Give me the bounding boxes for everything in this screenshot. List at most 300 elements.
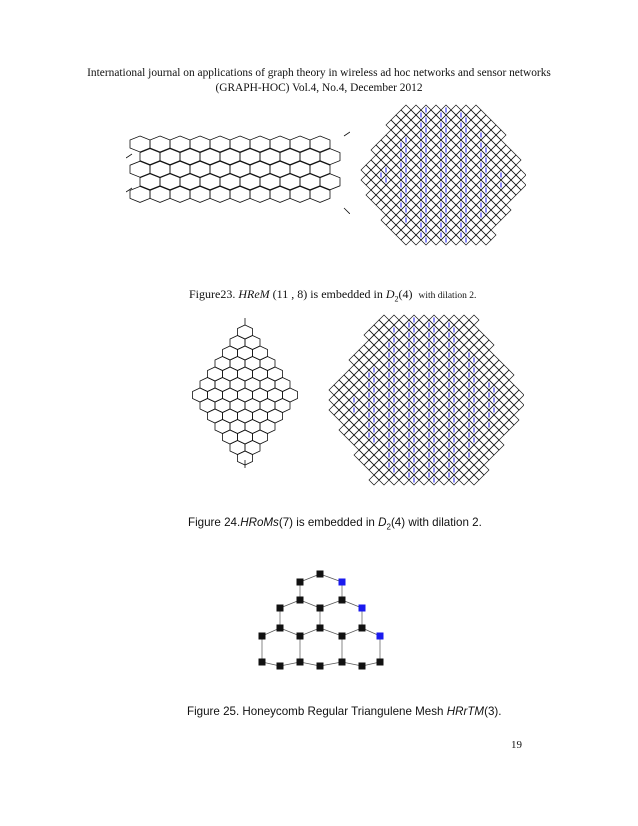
diamond-cell (411, 205, 421, 215)
diamond-cell (359, 375, 369, 385)
diamond-cell (386, 210, 396, 220)
diamond-cell (359, 455, 369, 465)
diamond-cell (439, 375, 449, 385)
diamond-cell (381, 185, 391, 195)
diamond-cell (386, 160, 396, 170)
diamond-cell (426, 170, 436, 180)
diamond-cell (446, 110, 456, 120)
diamond-cell (344, 370, 354, 380)
diamond-cell (499, 405, 509, 415)
diamond-cell (426, 140, 436, 150)
diamond-cell (384, 330, 394, 340)
diamond-cell (506, 160, 516, 170)
diamond-cell (494, 420, 504, 430)
diamond-cell (494, 430, 504, 440)
mesh-node (277, 663, 284, 670)
diamond-cell (419, 385, 429, 395)
diamond-cell (454, 390, 464, 400)
diamond-cell (386, 140, 396, 150)
diamond-cell (479, 445, 489, 455)
diamond-cell (359, 385, 369, 395)
diamond-cell (494, 380, 504, 390)
diamond-cell (454, 430, 464, 440)
diamond-cell (454, 340, 464, 350)
diamond-cell (494, 370, 504, 380)
mesh-node (359, 663, 366, 670)
diamond-cell (371, 145, 381, 155)
diamond-cell (451, 215, 461, 225)
diamond-cell (439, 325, 449, 335)
diamond-cell (414, 420, 424, 430)
diamond-cell (494, 400, 504, 410)
diamond-cell (499, 375, 509, 385)
mesh-node (359, 625, 366, 632)
diamond-cell (496, 130, 506, 140)
diamond-cell (446, 230, 456, 240)
diamond-cell (464, 470, 474, 480)
diamond-cell (459, 395, 469, 405)
diamond-cell (419, 475, 429, 485)
diamond-cell (471, 195, 481, 205)
diamond-cell (391, 195, 401, 205)
diamond-cell (481, 215, 491, 225)
diamond-cell (431, 205, 441, 215)
diamond-cell (354, 360, 364, 370)
diamond-cell (399, 435, 409, 445)
diamond-cell (389, 315, 399, 325)
diamond-cell (359, 365, 369, 375)
hexagon-cell (190, 186, 210, 202)
diamond-cell (451, 115, 461, 125)
diamond-cell (431, 165, 441, 175)
diamond-cell (481, 125, 491, 135)
mesh-node (259, 633, 266, 640)
diamond-cell (439, 385, 449, 395)
diamond-cell (411, 155, 421, 165)
diamond-cell (506, 190, 516, 200)
diamond-cell (479, 335, 489, 345)
diamond-cell (486, 140, 496, 150)
diamond-cell (474, 470, 484, 480)
diamond-cell (466, 180, 476, 190)
diamond-cell (431, 145, 441, 155)
diamond-cell (414, 380, 424, 390)
highlighted-node (377, 633, 384, 640)
diamond-cell (419, 445, 429, 455)
diamond-cell (471, 135, 481, 145)
figure24-caption: Figure 24.HRoMs(7) is embedded in $D_2(4)$ with dilation 2. (188, 516, 482, 532)
diamond-cell (471, 215, 481, 225)
diamond-cell (511, 155, 521, 165)
diamond-cell (474, 400, 484, 410)
diamond-cell (426, 200, 436, 210)
diamond-cell (344, 400, 354, 410)
diamond-cell (446, 190, 456, 200)
diamond-cell (511, 175, 521, 185)
diamond-cell (344, 430, 354, 440)
diamond-cell (506, 170, 516, 180)
diamond-cell (414, 460, 424, 470)
diamond-cell (459, 425, 469, 435)
diamond-cell (394, 420, 404, 430)
diamond-cell (374, 390, 384, 400)
diamond-cell (446, 200, 456, 210)
diamond-cell (426, 110, 436, 120)
diamond-cell (396, 230, 406, 240)
diamond-cell (374, 330, 384, 340)
diamond-cell (344, 390, 354, 400)
graph-name: HReM (238, 287, 270, 301)
diamond-cell (391, 145, 401, 155)
diamond-cell (394, 350, 404, 360)
diamond-cell (419, 395, 429, 405)
diamond-cell (399, 375, 409, 385)
diamond-cell (464, 330, 474, 340)
diamond-cell (439, 455, 449, 465)
diamond-cell (454, 400, 464, 410)
page-number: 19 (511, 739, 522, 751)
fig23-diamond-network-embedding (360, 104, 526, 250)
diamond-cell (471, 205, 481, 215)
diamond-cell (501, 145, 511, 155)
diamond-cell (466, 160, 476, 170)
diamond-cell (496, 160, 506, 170)
diamond-cell (406, 150, 416, 160)
diamond-cell (484, 370, 494, 380)
diamond-cell (469, 465, 479, 475)
diamond-cell (374, 440, 384, 450)
diamond-cell (479, 375, 489, 385)
diamond-cell (454, 350, 464, 360)
diamond-cell (369, 475, 379, 485)
diamond-cell (394, 390, 404, 400)
diamond-cell (406, 170, 416, 180)
diamond-cell (474, 410, 484, 420)
diamond-cell (486, 120, 496, 130)
diamond-cell (394, 460, 404, 470)
diamond-cell (491, 165, 501, 175)
diamond-cell (394, 450, 404, 460)
diamond-cell (466, 140, 476, 150)
diamond-cell (426, 130, 436, 140)
diamond-cell (419, 465, 429, 475)
diamond-cell (474, 420, 484, 430)
diamond-cell (434, 360, 444, 370)
diamond-cell (504, 370, 514, 380)
diamond-cell (414, 440, 424, 450)
diamond-cell (451, 155, 461, 165)
diamond-cell (399, 395, 409, 405)
diamond-cell (399, 315, 409, 325)
diamond-cell (496, 140, 506, 150)
diamond-cell (369, 455, 379, 465)
diamond-cell (439, 475, 449, 485)
diamond-cell (501, 175, 511, 185)
diamond-cell (479, 415, 489, 425)
diamond-cell (394, 370, 404, 380)
diamond-cell (419, 375, 429, 385)
diamond-cell (434, 350, 444, 360)
diamond-cell (354, 390, 364, 400)
diamond-cell (419, 315, 429, 325)
diamond-cell (411, 105, 421, 115)
mesh-node (317, 605, 324, 612)
diamond-cell (406, 220, 416, 230)
diamond-cell (501, 155, 511, 165)
diamond-cell (364, 460, 374, 470)
diamond-cell (474, 350, 484, 360)
diamond-cell (374, 380, 384, 390)
diamond-cell (411, 215, 421, 225)
diamond-cell (454, 360, 464, 370)
diamond-cell (459, 365, 469, 375)
diamond-cell (486, 230, 496, 240)
diamond-cell (419, 425, 429, 435)
diamond-cell (459, 435, 469, 445)
diamond-cell (439, 405, 449, 415)
diamond-cell (379, 375, 389, 385)
diamond-cell (354, 370, 364, 380)
diamond-cell (459, 415, 469, 425)
diamond-cell (486, 150, 496, 160)
diamond-cell (391, 135, 401, 145)
diamond-cell (414, 320, 424, 330)
diamond-cell (406, 110, 416, 120)
diamond-cell (476, 120, 486, 130)
diamond-cell (454, 410, 464, 420)
diamond-cell (466, 210, 476, 220)
diamond-cell (374, 320, 384, 330)
diamond-cell (476, 110, 486, 120)
diamond-cell (359, 425, 369, 435)
diamond-cell (504, 420, 514, 430)
diamond-cell (454, 380, 464, 390)
diamond-cell (486, 190, 496, 200)
diamond-cell (339, 425, 349, 435)
diamond-cell (471, 115, 481, 125)
diamond-cell (451, 125, 461, 135)
diamond-cell (491, 205, 501, 215)
mesh-node (339, 633, 346, 640)
diamond-cell (474, 390, 484, 400)
diamond-cell (391, 155, 401, 165)
diamond-cell (474, 430, 484, 440)
diamond-cell (439, 345, 449, 355)
diamond-cell (354, 410, 364, 420)
diamond-cell (354, 400, 364, 410)
diamond-cell (449, 315, 459, 325)
diamond-cell (419, 355, 429, 365)
diamond-cell (426, 160, 436, 170)
diamond-cell (406, 230, 416, 240)
mesh-node (377, 659, 384, 666)
diamond-cell (474, 360, 484, 370)
diamond-cell (469, 325, 479, 335)
diamond-cell (399, 465, 409, 475)
diamond-cell (439, 415, 449, 425)
diamond-cell (501, 205, 511, 215)
diamond-cell (379, 315, 389, 325)
diamond-cell (486, 170, 496, 180)
diamond-cell (426, 210, 436, 220)
diamond-cell (349, 425, 359, 435)
diamond-cell (469, 445, 479, 455)
diamond-cell (399, 475, 409, 485)
diamond-cell (471, 145, 481, 155)
graph-edge (126, 154, 132, 158)
diamond-cell (419, 345, 429, 355)
diamond-cell (471, 185, 481, 195)
diamond-cell (446, 180, 456, 190)
diamond-cell (391, 185, 401, 195)
diamond-cell (474, 330, 484, 340)
diamond-cell (516, 170, 526, 180)
diamond-cell (454, 320, 464, 330)
hexagon-cell (250, 186, 270, 202)
diamond-cell (334, 380, 344, 390)
diamond-cell (386, 220, 396, 230)
diamond-cell (381, 195, 391, 205)
diamond-cell (439, 355, 449, 365)
diamond-cell (474, 460, 484, 470)
diamond-cell (499, 415, 509, 425)
diamond-cell (509, 395, 519, 405)
diamond-cell (411, 195, 421, 205)
diamond-cell (446, 120, 456, 130)
mesh-node (317, 571, 324, 578)
hexagon-cell (230, 186, 250, 202)
diamond-cell (396, 220, 406, 230)
diamond-cell (379, 425, 389, 435)
diamond-cell (479, 355, 489, 365)
diamond-cell (414, 330, 424, 340)
hexagon-cell (310, 186, 330, 202)
diamond-cell (439, 445, 449, 455)
diamond-cell (454, 440, 464, 450)
diamond-cell (399, 415, 409, 425)
diamond-cell (454, 330, 464, 340)
diamond-cell (469, 345, 479, 355)
diamond-cell (411, 185, 421, 195)
diamond-cell (406, 180, 416, 190)
diamond-cell (454, 470, 464, 480)
diamond-cell (474, 370, 484, 380)
diamond-cell (464, 340, 474, 350)
diamond-cell (401, 115, 411, 125)
diamond-cell (459, 465, 469, 475)
diamond-cell (466, 200, 476, 210)
diamond-cell (411, 235, 421, 245)
diamond-cell (514, 390, 524, 400)
mesh-node (297, 597, 304, 604)
diamond-cell (459, 325, 469, 335)
diamond-cell (431, 105, 441, 115)
diamond-cell (379, 325, 389, 335)
diamond-cell (434, 440, 444, 450)
diamond-cell (406, 210, 416, 220)
diamond-cell (501, 165, 511, 175)
diamond-cell (399, 455, 409, 465)
diamond-cell (484, 340, 494, 350)
diamond-cell (471, 105, 481, 115)
diamond-cell (509, 415, 519, 425)
diamond-cell (459, 455, 469, 465)
mesh-node (277, 625, 284, 632)
diamond-cell (489, 445, 499, 455)
diamond-cell (374, 350, 384, 360)
diamond-cell (474, 440, 484, 450)
diamond-cell (489, 425, 499, 435)
header-journal-title: International journal on applications of graph theory in wireless ad hoc networks and sensor networks (87, 67, 551, 79)
diamond-cell (419, 415, 429, 425)
hexagon-cell (270, 186, 290, 202)
diamond-cell (479, 385, 489, 395)
diamond-cell (374, 400, 384, 410)
diamond-cell (491, 215, 501, 225)
diamond-cell (386, 150, 396, 160)
hexagon-cell (130, 186, 150, 202)
mesh-node (297, 659, 304, 666)
diamond-cell (439, 435, 449, 445)
diamond-cell (359, 345, 369, 355)
diamond-cell (374, 410, 384, 420)
diamond-cell (509, 405, 519, 415)
diamond-cell (451, 235, 461, 245)
diamond-cell (491, 155, 501, 165)
diamond-cell (451, 175, 461, 185)
diamond-cell (451, 105, 461, 115)
diamond-cell (374, 470, 384, 480)
fig23-rectangular-honeycomb-mesh (126, 130, 350, 214)
diamond-cell (359, 415, 369, 425)
diamond-cell (361, 175, 371, 185)
diamond-cell (364, 360, 374, 370)
diamond-cell (349, 355, 359, 365)
diamond-cell (499, 385, 509, 395)
diamond-cell (484, 360, 494, 370)
diamond-cell (434, 340, 444, 350)
diamond-cell (494, 410, 504, 420)
diamond-cell (386, 130, 396, 140)
diamond-cell (479, 425, 489, 435)
diamond-cell (344, 380, 354, 390)
diamond-cell (374, 420, 384, 430)
diamond-cell (439, 425, 449, 435)
diamond-cell (366, 190, 376, 200)
diamond-cell (431, 155, 441, 165)
diamond-cell (386, 120, 396, 130)
diamond-cell (419, 325, 429, 335)
diamond-cell (486, 200, 496, 210)
diamond-cell (439, 315, 449, 325)
hexagon-cell (290, 186, 310, 202)
diamond-cell (379, 365, 389, 375)
diamond-cell (369, 345, 379, 355)
diamond-cell (486, 210, 496, 220)
diamond-cell (364, 350, 374, 360)
diamond-cell (414, 470, 424, 480)
diamond-cell (504, 410, 514, 420)
diamond-cell (366, 160, 376, 170)
diamond-cell (374, 360, 384, 370)
diamond-cell (499, 425, 509, 435)
diamond-cell (381, 145, 391, 155)
diamond-cell (394, 330, 404, 340)
diamond-cell (466, 150, 476, 160)
fig25-triangulene-mesh (254, 566, 388, 672)
diamond-cell (381, 215, 391, 225)
diamond-cell (369, 465, 379, 475)
